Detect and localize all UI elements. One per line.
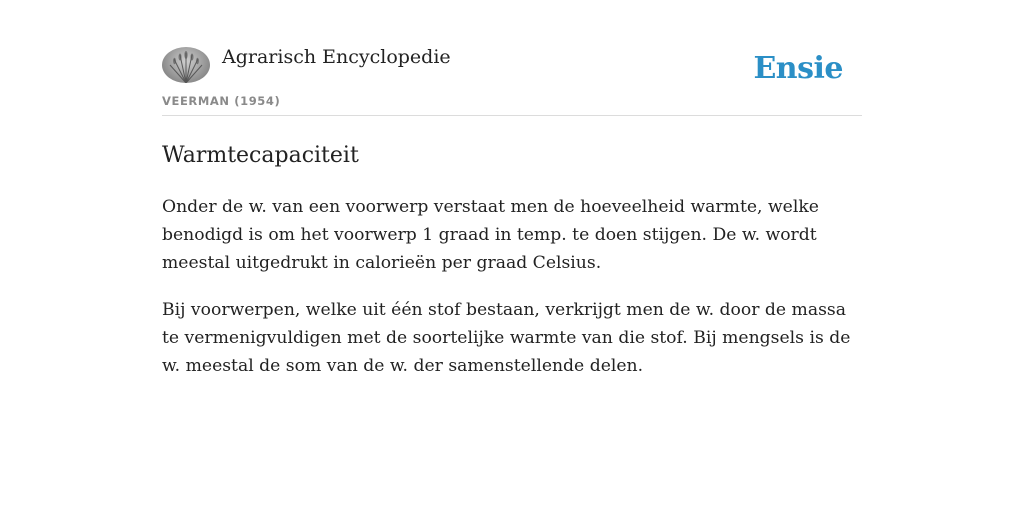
page [162, 0, 862, 380]
article-title: Warmtecapaciteit [162, 143, 359, 168]
site-title[interactable]: Agrarisch Encyclopedie [222, 46, 451, 68]
article-paragraph: Bij voorwerpen, welke uit één stof bestaan, verkrijgt men de w. door de massa te vermenigvuldigen met de soortelijke warmte van die stof. Bij mengsels is de w. meestal de som van de w. der samenstellende delen. [162, 300, 851, 376]
header [162, 0, 862, 116]
article-paragraph: Onder de w. van een voorwerp verstaat men de hoeveelheid warmte, welke benodigd is om het voorwerp 1 graad in temp. te doen stijgen. De w. wordt meestal uitgedrukt in calorieën per graad Celsius. [162, 197, 819, 273]
brand-logo[interactable]: Ensie [753, 51, 843, 86]
source-label: VEERMAN (1954) [162, 94, 281, 108]
wheat-sheaf-icon[interactable] [162, 47, 210, 83]
